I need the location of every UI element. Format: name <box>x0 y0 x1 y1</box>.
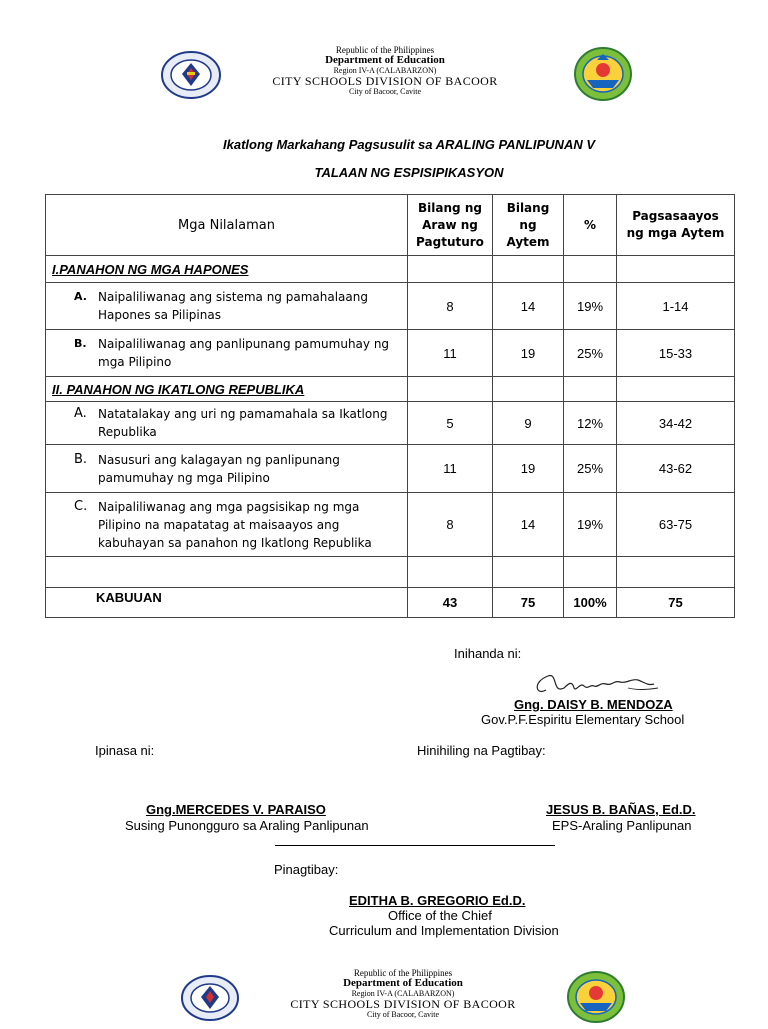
header-items-line3: Aytem <box>506 234 550 249</box>
header-days-line2: Araw ng <box>422 217 478 232</box>
header-items-line1: Bilang <box>506 200 550 215</box>
item-text-line: Republika <box>98 425 157 439</box>
header-items-line2: ng <box>519 217 537 232</box>
recommend-label: Hinihiling na Pagtibay: <box>417 743 546 758</box>
section-row <box>46 377 735 402</box>
items-cell: 14 <box>493 283 564 330</box>
header-percent: % <box>564 195 617 256</box>
letterhead-region: Region IV-A (CALABARZON) <box>351 988 455 998</box>
content-cell <box>46 330 408 377</box>
division-seal-top <box>573 46 633 102</box>
submitted-title: Susing Punongguro sa Araling Panlipunan <box>125 818 369 833</box>
header-placement-line1: Pagsasaayos <box>632 209 719 223</box>
item-marker: A. <box>74 290 87 303</box>
item-text-line: Naipaliliwanag ang sistema ng pamahalaang <box>98 290 368 304</box>
letterhead-bottom <box>253 969 553 1019</box>
item-text-line: mga Pilipino <box>98 355 172 369</box>
days-cell: 11 <box>408 330 493 377</box>
header-content: Mga Nilalaman <box>46 195 408 256</box>
prepared-label: Inihanda ni: <box>454 646 522 661</box>
days-cell: 8 <box>408 493 493 557</box>
item-text-line: Naipaliliwanag ang panlipunang pamumuhay ng <box>98 337 390 351</box>
days-cell: 8 <box>408 283 493 330</box>
letterhead-division: CITY SCHOOLS DIVISION OF BACOOR <box>272 74 498 89</box>
header-days-line1: Bilang ng <box>418 200 482 215</box>
section-title: I.PANAHON NG MGA HAPONES <box>46 256 408 283</box>
item-marker: C. <box>74 498 88 514</box>
item-text-line: Hapones sa Pilipinas <box>98 308 221 322</box>
total-label: KABUUAN <box>46 588 408 618</box>
section-title: II. PANAHON NG IKATLONG REPUBLIKA <box>46 377 408 402</box>
table-row <box>46 283 735 330</box>
placement-cell: 1-14 <box>617 283 735 330</box>
items-cell: 14 <box>493 493 564 557</box>
item-text-line: Pilipino na mapatatag at maisaayos ang <box>98 517 340 532</box>
placement-cell: 34-42 <box>617 402 735 445</box>
item-text-line: kabuhayan sa panahon ng Ikatlong Republika <box>98 535 372 550</box>
items-cell: 19 <box>493 445 564 493</box>
empty-row <box>46 557 735 588</box>
prepared-name: Gng. DAISY B. MENDOZA <box>514 697 673 712</box>
content-cell <box>46 402 408 445</box>
division-seal-bottom <box>566 970 626 1024</box>
item-marker: A. <box>74 406 87 421</box>
percent-cell: 19% <box>564 493 617 557</box>
table-row <box>46 402 735 445</box>
approved-title-2: Curriculum and Implementation Division <box>329 923 559 938</box>
item-text-line: Nasusuri ang kalagayan ng panlipunang <box>98 452 340 467</box>
header-placement <box>617 195 735 256</box>
total-percent: 100% <box>564 588 617 618</box>
items-cell: 19 <box>493 330 564 377</box>
placement-cell: 63-75 <box>617 493 735 557</box>
submitted-label: Ipinasa ni: <box>95 743 155 758</box>
content-cell <box>46 283 408 330</box>
approved-name: EDITHA B. GREGORIO Ed.D. <box>349 893 526 908</box>
deped-seal-top <box>160 50 222 100</box>
letterhead-division: CITY SCHOOLS DIVISION OF BACOOR <box>290 997 516 1012</box>
header-days <box>408 195 493 256</box>
section-row <box>46 256 735 283</box>
table-row <box>46 445 735 493</box>
content-cell <box>46 445 408 493</box>
total-items: 75 <box>493 588 564 618</box>
recommend-title: EPS-Araling Panlipunan <box>552 818 692 833</box>
percent-cell: 25% <box>564 445 617 493</box>
item-text-line: Naipaliliwanag ang mga pagsisikap ng mga <box>98 499 360 514</box>
table-row <box>46 330 735 377</box>
content-cell <box>46 493 408 557</box>
total-placement: 75 <box>617 588 735 618</box>
specification-table <box>45 194 735 618</box>
deped-seal-bottom <box>180 974 240 1022</box>
percent-cell: 12% <box>564 402 617 445</box>
item-marker: B. <box>74 451 88 467</box>
percent-cell: 25% <box>564 330 617 377</box>
letterhead-city: City of Bacoor, Cavite <box>366 1009 440 1019</box>
days-cell: 5 <box>408 402 493 445</box>
letterhead-department: Department of Education <box>343 977 463 990</box>
approved-label: Pinagtibay: <box>274 862 339 877</box>
approved-title-1: Office of the Chief <box>388 908 492 923</box>
document-title: Ikatlong Markahang Pagsusulit sa ARALING PANLIPUNAN V <box>223 137 595 152</box>
table-header-row <box>46 195 735 256</box>
items-cell: 9 <box>493 402 564 445</box>
percent-cell: 19% <box>564 283 617 330</box>
signature-line <box>275 845 555 846</box>
letterhead-city: City of Bacoor, Cavite <box>348 86 422 96</box>
days-cell: 11 <box>408 445 493 493</box>
item-text-line: pamumuhay ng mga Pilipino <box>98 470 270 485</box>
submitted-name: Gng.MERCEDES V. PARAISO <box>146 802 326 817</box>
document-subtitle: TALAAN NG ESPISIPIKASYON <box>314 165 504 180</box>
header-items <box>493 195 564 256</box>
total-days: 43 <box>408 588 493 618</box>
recommend-name: JESUS B. BAÑAS, Ed.D. <box>546 802 696 817</box>
letterhead-department: Department of Education <box>325 54 445 67</box>
letterhead-republic: Republic of the Philippines <box>335 45 435 55</box>
item-text-line: Natatalakay ang uri ng pamamahala sa Ikatlong <box>98 407 388 421</box>
prepared-title: Gov.P.F.Espiritu Elementary School <box>481 712 685 727</box>
header-placement-line2: ng mga Aytem <box>626 226 725 240</box>
item-marker: B. <box>74 337 87 350</box>
total-row <box>46 588 735 618</box>
table-row <box>46 493 735 557</box>
header-days-line3: Pagtuturo <box>416 234 484 249</box>
letterhead-republic: Republic of the Philippines <box>353 968 453 978</box>
placement-cell: 15-33 <box>617 330 735 377</box>
letterhead-region: Region IV-A (CALABARZON) <box>333 65 437 75</box>
placement-cell: 43-62 <box>617 445 735 493</box>
letterhead-top <box>230 46 540 96</box>
